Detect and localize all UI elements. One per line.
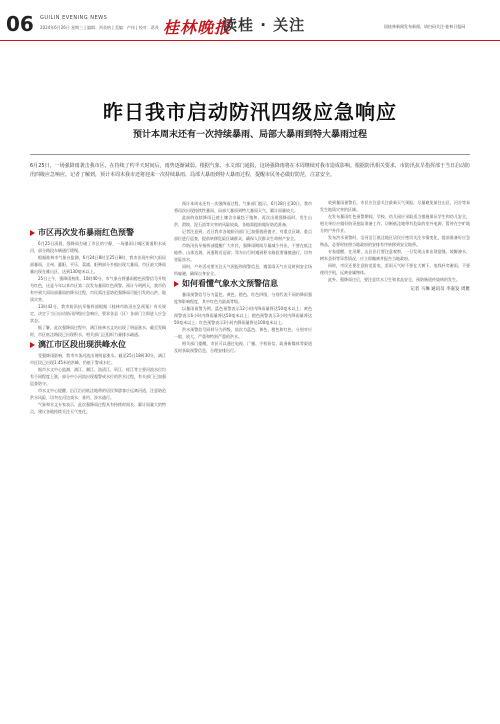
paragraph: 暴雨预警信号分为蓝色、黄色、橙色、红色四级，分别代表不同的降雨强度和影响程度，其中红色为最高等级。 bbox=[174, 292, 312, 304]
paragraph: 洪水预警信号同样分为四级，依次为蓝色、黄色、橙色和红色，分别对应一般、较大、严重和特别严重的洪水。 bbox=[174, 327, 312, 339]
header-divider bbox=[0, 40, 500, 41]
paragraph: 以暴雨预警为例，蓝色预警表示12小时内降雨量将达50毫米以上；黄色预警表示6小时内降雨量将达50毫米以上；橙色预警表示3小时内降雨量将达50毫米以上；红色预警表示3小时内降雨量将达100毫米以上。 bbox=[174, 306, 312, 325]
triangle-bullet-icon bbox=[30, 230, 35, 236]
english-masthead: GUILIN EVENING NEWS bbox=[40, 15, 108, 21]
paragraph: 市防汛抗旱指挥部提醒广大市民，强降雨期间尽量减少外出，不要在低洼地带、山体边坡、河道附近逗留；驾车出行时遇到积水路段要谨慎通行，切勿冒险涉水。 bbox=[174, 243, 312, 262]
paragraph: 同时，市民还要注意防范雷电，雷雨天气时不要在大树下、电线杆旁避雨，不要使用手机，远离金属物体。 bbox=[320, 263, 470, 275]
website-note: 国桂林新闻发布新闻，请扫码关注·桂林日报网 bbox=[384, 24, 466, 29]
paragraph: 此外，强降雨过后，要注意饮水卫生和食品安全，预防肠道传染病的发生。 bbox=[328, 277, 460, 282]
paragraph: 据市水文中心监测，漓江、湘江、洛清江、资江、桂江等主要河流水位均有不同程度上涨，部分中小河流出现超警戒水位的洪水过程，有关部门已加强巡查防守。 bbox=[30, 367, 166, 386]
article-headline: 昨日我市启动防汛四级应急响应 bbox=[103, 100, 397, 124]
paragraph: 专家提醒，在汛期，山区出行要注意观察，一旦发现山体出现裂缝、坡脚渗水、树木歪斜等异常情况，应立即撤离并报告当地政府。 bbox=[320, 249, 470, 261]
page-header bbox=[0, 0, 500, 44]
paragraph: 13时42分，我市防汛抗旱指挥部根据《桂林市防汛应急预案》有关规定，决定于当日启动防汛四级应急响应，要求各县（区）各部门立即进入应急状态。 bbox=[30, 304, 166, 323]
section-title: 读桂 · 关注 bbox=[222, 16, 306, 34]
paragraph: 此前的连续降雨已使土壤含水量趋于饱和，再次出现强降雨时，发生山洪、滑坡、泥石流等灾害的风险较高，各地需提前做好防范准备。 bbox=[174, 215, 312, 227]
paragraph: 气象和水文专家表示，此次强降雨过程具有持续时间长、累计雨量大的特点，建议各地持续关注天气变化。 bbox=[30, 402, 166, 414]
section-subtitle: 市区再次发布暴雨红色预警 bbox=[30, 229, 166, 236]
newspaper-logo: 桂林晚报 bbox=[163, 18, 232, 37]
headline-divider bbox=[30, 154, 470, 155]
triangle-bullet-icon bbox=[174, 281, 179, 287]
paragraph: 6月25日清晨，强降雨打破了市区的宁静，一场暴雨让城区街道积水成河，部分路段车辆通行缓慢。 bbox=[30, 241, 166, 253]
paragraph: 受强降雨影响，我市多条河流出现明显涨水。截至25日18时30分，漓江市区段已出现1.45米的洪峰，仍低于警戒水位。 bbox=[30, 353, 166, 365]
paragraph: 25日上午，强降雨持续，10时40分，市气象台将暴雨橙色预警信号升级为红色，这是今年以来市区第二次发布暴雨红色预警。预计今明两天，我市仍有中到大雨局部暴雨的降水过程，市民需注意防范强降雨可能引发的山洪、地质灾害。 bbox=[30, 276, 166, 302]
paragraph: 收到暴雨预警后，市民应注意关注最新天气预报，尽量避免前往山区、河谷等易发生地质灾害的区域。 bbox=[320, 200, 470, 212]
page-number: 06 bbox=[6, 12, 34, 36]
triangle-bullet-icon bbox=[30, 342, 35, 348]
reporter-byline: 记者 马琳 通讯员 李嘉发 周雅 bbox=[410, 287, 470, 292]
paragraph: 预计本周末还有一次强降雨过程，气象部门提示，6月28日至30日，我市将再次出现持续性暴雨、局部大暴雨到特大暴雨天气，累计雨量较大。 bbox=[174, 201, 312, 213]
section-subtitle: 如何看懂气象水文预警信息 bbox=[174, 280, 312, 287]
paragraph: 记者注意到，近日我市各地防汛部门已加强值班值守，对重点区域、重点部位进行巡查，提前转移危险区域群众，确保人民群众生命财产安全。 bbox=[174, 229, 312, 241]
paragraph: 同时，户外活动要关注天气预报和预警信息，遇雷雨天气应及时到安全场所躲避，确保自身安全。 bbox=[174, 264, 312, 276]
paragraph: 据了解，此次强降雨过程中，漓江桂林水文站出现了明显涨水，截至发稿时，市区低洼路段已出现积水，相关部门正组织力量排水疏通。 bbox=[30, 325, 166, 337]
paragraph: 在发布暴雨红色预警期间，学校、幼儿园应采取适当措施保证学生和幼儿安全，相关单位应做好防汛抢险准备工作，切断低洼地带有危险的室外电源，暂停在空旷地方的户外作业。 bbox=[320, 214, 470, 233]
column-3 bbox=[320, 199, 470, 719]
section-subtitle: 漓江市区段出现洪峰水位 bbox=[30, 341, 166, 348]
paragraph: 相关部门提醒，市民可以通过电视、广播、手机短信、政务新媒体等渠道及时获取预警信息，合理安排出行。 bbox=[174, 341, 312, 353]
column-2 bbox=[174, 200, 312, 720]
article-lead: 6月25日，一场强降雨袭击我市区，在持续了约半天时间后，雨势逐渐减弱。根据气象、水文部门通报，这场强降雨将在本周继续对我市造成影响。根据防汛相关要求，市防汛抗旱指挥部于当日启动防汛四级应急响应。记者了解到，预计本周末我市还将迎来一次持续暴雨、局部大暴雨到特大暴雨过程，提醒市民务必做好防范，注意安全。 bbox=[30, 163, 470, 178]
article-subhead: 预计本周末还有一次持续暴雨、局部大暴雨到特大暴雨过程 bbox=[132, 130, 367, 140]
column-1 bbox=[30, 226, 166, 701]
paragraph: 市水文中心提醒，沿江沿河低洼地带的居民和游客应远离河道，注意防范洪水风险，切勿在河边戏水、垂钓、涉水通行。 bbox=[30, 388, 166, 400]
paragraph: 发布洪水预警时，沿河沿江低洼地区居民应密切关注水情变化，提前准备好应急物品，必要时按照当地政府的安排有序转移到安全地带。 bbox=[320, 235, 470, 247]
paragraph: 根据桂林市气象台监测，6月24日8时至25日8时，我市出现中到大雨局部暴雨，全州、灌阳、平乐、荔浦、阳朔部分乡镇出现大暴雨，市区最大降雨量出现在雁山区，达到130毫米以上。 bbox=[30, 255, 166, 274]
date-editor-line: 2024年6月26日 星期三 | 编辑：尚英格 | 美编：卢伟 | 校对：葛茂 bbox=[40, 25, 159, 30]
